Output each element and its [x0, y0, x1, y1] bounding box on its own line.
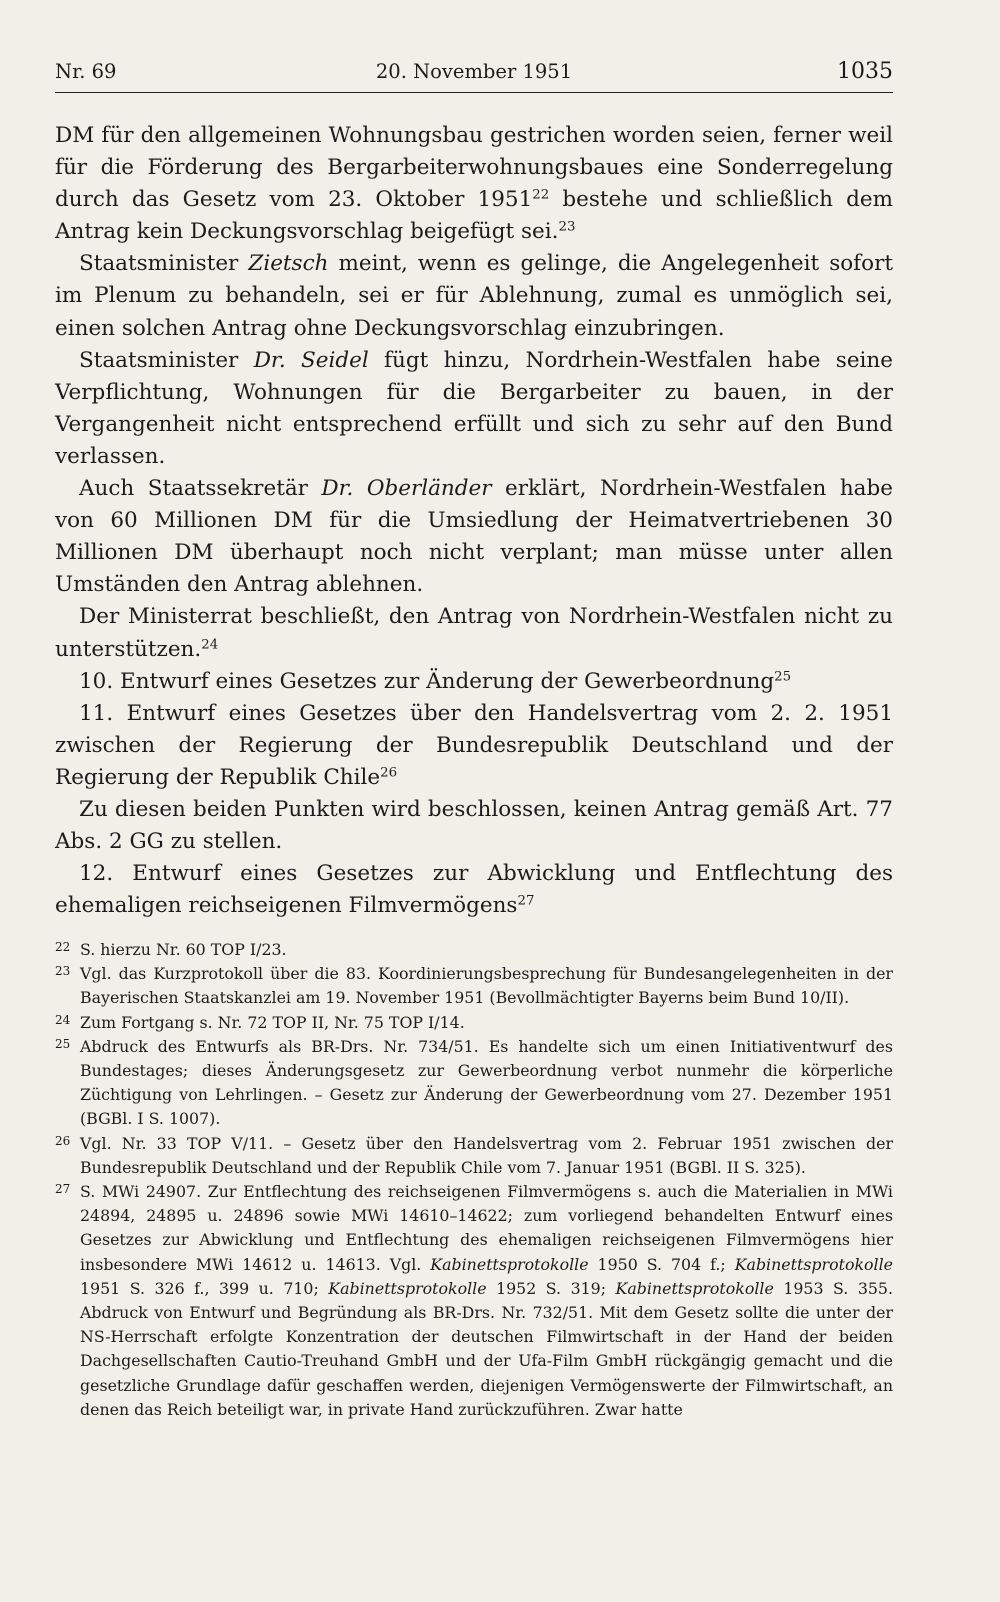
- paragraph: Staatsminister Zietsch meint, wenn es gelinge, die Angelegenheit sofort im Plenum zu behandeln, sei er für Ablehnung, zumal es unmöglich sei, einen solchen Antrag ohne Deckungsvorschlag einzubringen.: [55, 251, 893, 341]
- footnote-ref[interactable]: 25: [774, 669, 792, 685]
- footnote-25: 25 Abdruck des Entwurfs als BR-Drs. Nr. 734/51. Es handelte sich um einen Initiativentwurf des Bundestages; dieses Änderungsgesetz zur Gewerbeordnung verbot nunmehr die körperliche Züchtigung von Lehrlingen. – Gesetz zur Änderung der Gewerbeordnung vom 27. Dezember 1951 (BGBl. I S. 1007).: [55, 1036, 893, 1129]
- footnote-ref[interactable]: 22: [532, 187, 550, 203]
- footnotes: [55, 938, 893, 1422]
- footnote-22: 22 S. hierzu Nr. 60 TOP I/23.: [55, 940, 287, 959]
- footnote-26: 26 Vgl. Nr. 33 TOP V/11. – Gesetz über den Handelsvertrag vom 2. Februar 1951 zwischen der Bundesrepublik Deutschland und der Republik Chile vom 7. Januar 1951 (BGBl. II S. 325).: [55, 1133, 893, 1177]
- citation-title: Kabinettsprotokolle: [615, 1278, 774, 1298]
- citation-title: Kabinettsprotokolle: [734, 1254, 893, 1274]
- paragraph: Der Ministerrat beschließt, den Antrag von Nordrhein-Westfalen nicht zu unterstützen.$^{24}$: [55, 604, 893, 662]
- footnote-ref[interactable]: 27: [517, 893, 535, 909]
- footnote-23: 23 Vgl. das Kurzprotokoll über die 83. Koordinierungsbesprechung für Bundesangelegenheiten in der Bayerischen Staatskanzlei am 19. November 1951 (Bevollmächtigter Bayerns beim Bund 10/II).: [55, 964, 893, 1008]
- agenda-item-12: 12. Entwurf eines Gesetzes zur Abwicklung und Entflechtung des ehemaligen reichseigenen Filmvermögens$^{27}$: [55, 861, 893, 919]
- paragraph: Staatsminister Dr. Seidel fügt hinzu, Nordrhein-Westfalen habe seine Verpflichtung, Wohnungen für die Bergarbeiter zu bauen, in der Vergangenheit nicht entsprechend erfüllt und sich zu sehr auf den Bund verlassen.: [55, 347, 893, 469]
- person-name: Zietsch: [248, 251, 329, 277]
- footnote-number: 24: [55, 1012, 71, 1027]
- citation-title: Kabinettsprotokolle: [430, 1254, 589, 1274]
- person-name: Dr. Oberländer: [321, 476, 492, 502]
- main-text: [55, 120, 893, 922]
- footnote-27: 27 S. MWi 24907. Zur Entflechtung des reichseigenen Filmvermögens s. auch die Materialien in MWi 24894, 24895 u. 24896 sowie MWi 14610–14622; zum vorliegend behandelten Entwurf eines Gesetzes zur Abwicklung und Entflechtung des ehemaligen reichseigenen Filmvermögens hier insbesondere MWi 14612 u. 14613. Vgl. Kabinettsprotokolle 1950 S. 704 f.; Kabinettsprotokolle 1951 S. 326 f., 399 u. 710; Kabinettsprotokolle 1952 S. 319; Kabinettsprotokolle 1953 S. 355. Abdruck von Entwurf und Begründung als BR-Drs. Nr. 732/51. Mit dem Gesetz sollte die unter der NS-Herrschaft erfolgte Konzentration der deutschen Filmwirtschaft in der Hand der beiden Dachgesellschaften Cautio-Treuhand GmbH und der Ufa-Film GmbH rückgängig gemacht und die gesetzliche Grundlage dafür geschaffen werden, diejenigen Vermögenswerte der Filmwirtschaft, an denen das Reich beteiligt war, in private Hand zurückzuführen. Zwar hatte: [55, 1182, 893, 1419]
- footnote-24: 24 Zum Fortgang s. Nr. 72 TOP II, Nr. 75 TOP I/14.: [55, 1012, 465, 1032]
- agenda-item-11: 11. Entwurf eines Gesetzes über den Handelsvertrag vom 2. 2. 1951 zwischen der Regierung der Bundesrepublik Deutschland und der Regierung der Republik Chile$^{26}$: [55, 700, 893, 790]
- footnote-number: 27: [55, 1182, 71, 1197]
- footnote-ref[interactable]: 24: [201, 637, 219, 653]
- paragraph: DM für den allgemeinen Wohnungsbau gestrichen worden seien, ferner weil für die Förderung des Bergarbeiterwohnungsbaues eine Sonderregelung durch das Gesetz vom 23. Oktober 1951$^{22}$ bestehe und schließlich dem Antrag kein Deckungsvorschlag beigefügt sei.$^{23}$: [55, 123, 893, 245]
- header-date: 20. November 1951: [375, 60, 573, 83]
- citation-title: Kabinettsprotokolle: [328, 1278, 487, 1298]
- footnote-number: 25: [55, 1036, 71, 1051]
- paragraph: Auch Staatssekretär Dr. Oberländer erklärt, Nordrhein-Westfalen habe von 60 Millionen DM für die Umsiedlung der Heimatvertriebenen 30 Millionen DM überhaupt noch nicht verplant; man müsse unter allen Umständen den Antrag ablehnen.: [55, 476, 893, 598]
- page-number: 1035: [837, 59, 893, 84]
- footnote-number: 22: [55, 940, 71, 954]
- footnote-number: 23: [55, 964, 71, 979]
- person-name: Dr. Seidel: [253, 347, 369, 373]
- footnote-ref[interactable]: 26: [380, 765, 398, 781]
- footnote-number: 26: [55, 1133, 71, 1148]
- footnote-ref[interactable]: 23: [558, 219, 576, 235]
- paragraph: Zu diesen beiden Punkten wird beschlossen, keinen Antrag gemäß Art. 77 Abs. 2 GG zu stellen.: [55, 796, 893, 855]
- agenda-item-10: 10. Entwurf eines Gesetzes zur Änderung der Gewerbeordnung$^{25}$: [79, 668, 792, 694]
- running-header: [55, 58, 893, 93]
- document-number: Nr. 69: [55, 60, 117, 83]
